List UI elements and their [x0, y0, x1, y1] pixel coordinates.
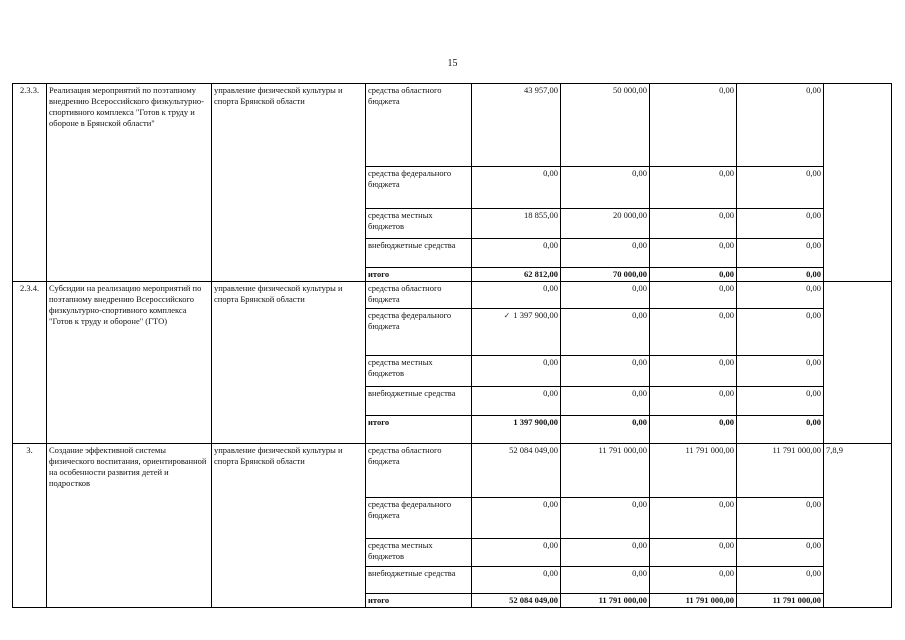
row-code: 2.3.4.: [13, 282, 47, 444]
value-cell: 0,00: [650, 309, 737, 356]
funding-source: внебюджетные средства: [366, 387, 472, 416]
value-cell: 0,00: [737, 567, 824, 594]
checkmark-icon: ✓: [503, 311, 511, 320]
value-cell: 0,00: [650, 268, 737, 282]
value-cell: 52 084 049,00: [472, 594, 561, 608]
value-cell: 11 791 000,00: [737, 594, 824, 608]
value-cell: 0,00: [561, 309, 650, 356]
table-row: [13, 444, 892, 498]
value-cell: 0,00: [737, 498, 824, 539]
value-cell: 11 791 000,00: [561, 444, 650, 498]
value-cell: 0,00: [650, 539, 737, 567]
value-cell: 0,00: [737, 282, 824, 309]
measure-title: Реализация мероприятий по поэтапному внедрению Всероссийского физкультурно-спортивного комплекса "Готов к труду и обороне в Брянской области": [47, 84, 212, 282]
value-cell: 0,00: [650, 416, 737, 444]
value-cell: 43 957,00: [472, 84, 561, 167]
value-cell: 0,00: [737, 539, 824, 567]
value-cell: 0,00: [561, 539, 650, 567]
value-cell: 70 000,00: [561, 268, 650, 282]
value-cell: [472, 309, 561, 356]
funding-source: средства федерального бюджета: [366, 309, 472, 356]
value-cell: 11 791 000,00: [650, 444, 737, 498]
value-cell: 0,00: [650, 498, 737, 539]
value-cell: 62 812,00: [472, 268, 561, 282]
executor: управление физической культуры и спорта Брянской области: [212, 84, 366, 282]
value-cell: 0,00: [472, 498, 561, 539]
executor: управление физической культуры и спорта Брянской области: [212, 282, 366, 444]
value-cell: 0,00: [561, 356, 650, 387]
value-cell: 0,00: [472, 567, 561, 594]
funding-source: средства областного бюджета: [366, 282, 472, 309]
funding-source: средства федерального бюджета: [366, 498, 472, 539]
value-cell: 0,00: [561, 498, 650, 539]
value-cell: 0,00: [650, 209, 737, 239]
value-cell: 0,00: [472, 356, 561, 387]
value-cell: 0,00: [737, 309, 824, 356]
note-cell: [824, 282, 892, 444]
value-cell: 11 791 000,00: [561, 594, 650, 608]
value-cell: 0,00: [472, 539, 561, 567]
budget-table: [12, 83, 892, 608]
row-code: 3.: [13, 444, 47, 608]
note-cell: 7,8,9: [824, 444, 892, 608]
value-cell: 0,00: [561, 387, 650, 416]
value-cell: 0,00: [737, 84, 824, 167]
funding-source: итого: [366, 416, 472, 444]
value-cell: 20 000,00: [561, 209, 650, 239]
value-cell: 0,00: [737, 239, 824, 268]
value-cell: 11 791 000,00: [737, 444, 824, 498]
executor: управление физической культуры и спорта Брянской области: [212, 444, 366, 608]
value-cell: 18 855,00: [472, 209, 561, 239]
value-cell: 0,00: [737, 167, 824, 209]
value-cell: 0,00: [650, 239, 737, 268]
value-cell: 0,00: [650, 84, 737, 167]
value-cell: 0,00: [472, 387, 561, 416]
funding-source: средства областного бюджета: [366, 84, 472, 167]
funding-source: средства федерального бюджета: [366, 167, 472, 209]
row-code: 2.3.3.: [13, 84, 47, 282]
funding-source: внебюджетные средства: [366, 567, 472, 594]
measure-title: Субсидии на реализацию мероприятий по поэтапному внедрению Всероссийского физкультурно-спортивного комплекса "Готов к труду и обороне" (ГТО): [47, 282, 212, 444]
value-cell: 0,00: [472, 282, 561, 309]
value-cell: 0,00: [650, 282, 737, 309]
value-cell: 0,00: [561, 567, 650, 594]
value-cell: 0,00: [737, 416, 824, 444]
value-cell: 0,00: [737, 268, 824, 282]
funding-source: средства областного бюджета: [366, 444, 472, 498]
page-number: 15: [447, 58, 458, 69]
funding-source: средства местных бюджетов: [366, 356, 472, 387]
value-cell: 1 397 900,00: [472, 416, 561, 444]
value-cell: 0,00: [561, 239, 650, 268]
value-cell: 0,00: [737, 209, 824, 239]
table-row: [13, 282, 892, 309]
value-text: 1 397 900,00: [513, 310, 558, 320]
value-cell: 0,00: [650, 356, 737, 387]
value-cell: 0,00: [650, 387, 737, 416]
table-row: [13, 84, 892, 167]
value-cell: 52 084 049,00: [472, 444, 561, 498]
value-cell: 0,00: [472, 239, 561, 268]
value-cell: 11 791 000,00: [650, 594, 737, 608]
value-cell: 0,00: [561, 416, 650, 444]
note-cell: [824, 84, 892, 282]
value-cell: 0,00: [561, 167, 650, 209]
value-cell: 0,00: [472, 167, 561, 209]
funding-source: внебюджетные средства: [366, 239, 472, 268]
value-cell: 0,00: [561, 282, 650, 309]
funding-source: средства местных бюджетов: [366, 539, 472, 567]
funding-source: средства местных бюджетов: [366, 209, 472, 239]
value-cell: 0,00: [650, 567, 737, 594]
measure-title: Создание эффективной системы физического воспитания, ориентированной на особенности развития детей и подростков: [47, 444, 212, 608]
funding-source: итого: [366, 268, 472, 282]
funding-source: итого: [366, 594, 472, 608]
value-cell: 50 000,00: [561, 84, 650, 167]
value-cell: 0,00: [737, 356, 824, 387]
value-cell: 0,00: [737, 387, 824, 416]
value-cell: 0,00: [650, 167, 737, 209]
